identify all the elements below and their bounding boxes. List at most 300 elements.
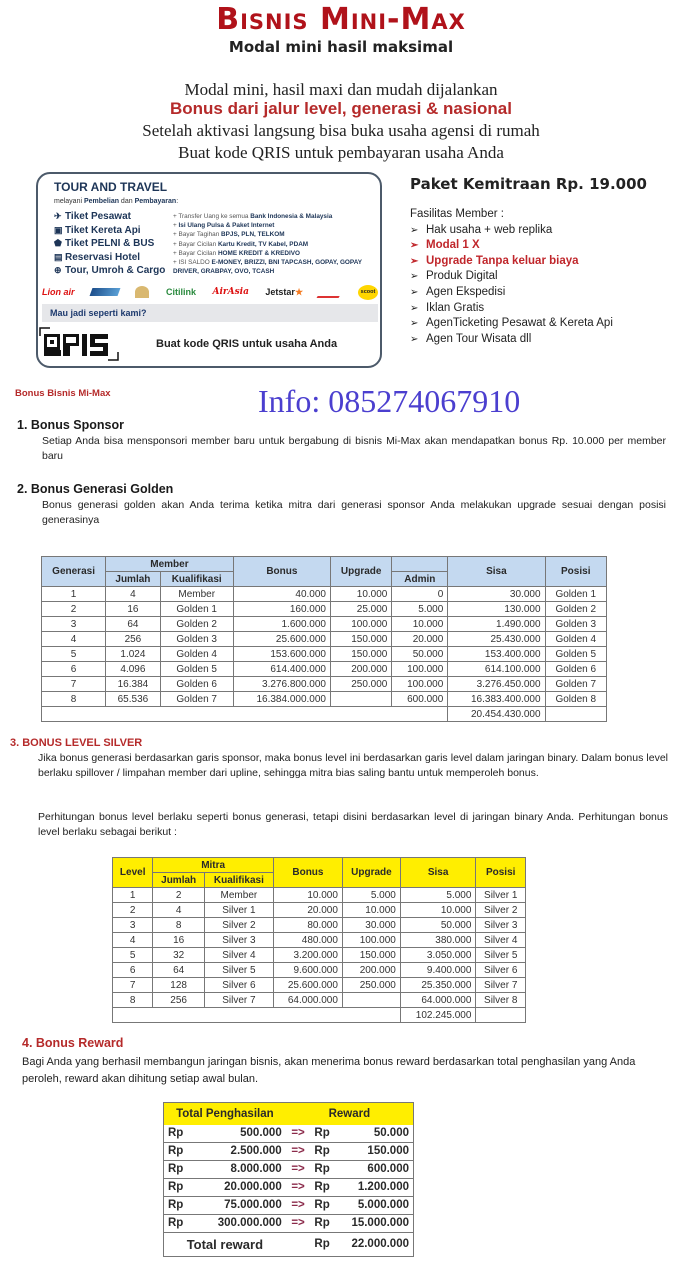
table-cell: 100.000: [342, 933, 400, 948]
table-cell: 65.536: [106, 692, 161, 707]
facility-label: Agen Ekspedisi: [426, 285, 506, 298]
facilities-label: Fasilitas Member :: [410, 208, 504, 220]
airline-logos: [42, 284, 378, 300]
service-prefix: + Bayar Tagihan: [173, 231, 222, 239]
table-cell: 25.430.000: [448, 632, 545, 647]
tour-service-label: Tiket PELNI & BUS: [65, 238, 155, 249]
intro-line-4: Buat kode QRIS untuk pembayaran usaha Anda: [178, 143, 504, 162]
table-cell: 6: [113, 963, 153, 978]
table-cell: Rp: [310, 1215, 337, 1233]
table-cell: [342, 993, 400, 1008]
th-kualifikasi: Kualifikasi: [160, 572, 233, 587]
table-cell: 3.276.450.000: [448, 677, 545, 692]
table-cell: Rp: [164, 1161, 194, 1179]
table-cell: Rp: [310, 1179, 337, 1197]
table-cell: Rp: [310, 1125, 337, 1143]
table-cell: Silver 7: [204, 993, 273, 1008]
intro-line-1: Modal mini, hasil maxi dan mudah dijalankan: [184, 80, 498, 99]
table-cell: 80.000: [273, 918, 342, 933]
th-mitra: Mitra: [153, 858, 273, 873]
arrow-bullet-icon: ➢: [410, 333, 419, 345]
tour-travel-card: [36, 172, 382, 368]
tour-service-item: [54, 264, 165, 278]
service-prefix: + ISI SALDO: [173, 259, 212, 267]
table-cell: 614.400.000: [233, 662, 330, 677]
th-blank: [392, 557, 448, 572]
th-sisa: Sisa: [400, 858, 476, 888]
table-cell: 50.000: [392, 647, 448, 662]
service-bold: BPJS, PLN, TELKOM: [221, 231, 285, 239]
level-text-1: Jika bonus generasi berdasarkan garis sponsor, maka bonus level ini berdasarkan garis level dalam jaringan binary. Dalam bonus level berlaku spillover / limpahan member dari upline, sehingga mitra bias saling bantu untuk memperoleh bonus.: [38, 752, 668, 779]
table-cell: Golden 4: [160, 647, 233, 662]
th-upgrade: Upgrade: [342, 858, 400, 888]
arrow-bullet-icon: ➢: [410, 302, 419, 314]
table-cell: 25.350.000: [400, 978, 476, 993]
table-cell: 16: [153, 933, 204, 948]
blank-cell: [545, 707, 606, 722]
th-posisi: Posisi: [545, 557, 606, 587]
table-cell: 1: [113, 888, 153, 903]
facility-label: Modal 1 X: [426, 239, 480, 252]
table-row: [42, 602, 607, 617]
table-cell: [330, 692, 391, 707]
intro-line-2: Bonus dari jalur level, generasi & nasional: [169, 99, 512, 118]
table-cell: =>: [286, 1143, 311, 1161]
th-bonus: Bonus: [273, 858, 342, 888]
table-cell: 5.000: [392, 602, 448, 617]
table-cell: Rp: [164, 1215, 194, 1233]
table-cell: 30.000: [448, 587, 545, 602]
th-reward: Reward: [286, 1103, 414, 1126]
table-cell: =>: [286, 1215, 311, 1233]
facility-item: [410, 238, 613, 254]
arrow-bullet-icon: ➢: [410, 271, 419, 283]
tour-subtitle: melayani Pembelian dan Pembayaran:: [54, 198, 179, 205]
page-subtitle: Modal mini hasil maksimal: [228, 38, 454, 56]
table-cell: Silver 6: [204, 978, 273, 993]
table-cell: Silver 4: [204, 948, 273, 963]
page-title: Bisnis Mini-Max: [216, 2, 466, 37]
table-row: [164, 1197, 414, 1215]
table-cell: 25.600.000: [233, 632, 330, 647]
hotel-icon: ▤: [54, 251, 63, 262]
th-jumlah: Jumlah: [106, 572, 161, 587]
th-upgrade: Upgrade: [330, 557, 391, 587]
table-cell: Golden 1: [160, 602, 233, 617]
level-table: [112, 857, 526, 1023]
table-cell: 250.000: [342, 978, 400, 993]
table-row: [113, 888, 526, 903]
facility-label: Produk Digital: [426, 270, 498, 283]
facility-label: Agen Tour Wisata dll: [426, 332, 532, 345]
arrow-bullet-icon: ➢: [410, 224, 419, 236]
train-icon: ▣: [54, 224, 63, 235]
table-cell: 64: [153, 963, 204, 978]
tour-title: TOUR AND TRAVEL: [54, 180, 168, 194]
table-cell: 1.200.000: [337, 1179, 413, 1197]
table-row: [113, 978, 526, 993]
batik-logo: [316, 286, 345, 298]
table-cell: Silver 3: [204, 933, 273, 948]
table-cell: 130.000: [448, 602, 545, 617]
table-cell: Silver 1: [204, 903, 273, 918]
table-cell: 16: [106, 602, 161, 617]
table-cell: Member: [160, 587, 233, 602]
table-cell: 16.383.400.000: [448, 692, 545, 707]
table-cell: =>: [286, 1179, 311, 1197]
table-cell: Rp: [310, 1197, 337, 1215]
facility-item: [410, 301, 613, 317]
table-cell: 256: [153, 993, 204, 1008]
table-cell: 150.000: [330, 632, 391, 647]
table-row: [113, 918, 526, 933]
table-cell: 40.000: [233, 587, 330, 602]
table-row: [113, 933, 526, 948]
table-cell: 4: [42, 632, 106, 647]
table-row: [42, 677, 607, 692]
citilink-logo: Citilink: [165, 287, 196, 297]
table-cell: 3.050.000: [400, 948, 476, 963]
table-cell: 153.400.000: [448, 647, 545, 662]
table-cell: 10.000: [400, 903, 476, 918]
table-cell: 64.000.000: [400, 993, 476, 1008]
table-cell: 16.384.000.000: [233, 692, 330, 707]
arrow-bullet-icon: ➢: [410, 240, 419, 252]
table-cell: 614.100.000: [448, 662, 545, 677]
table-cell: 15.000.000: [337, 1215, 413, 1233]
table-cell: 300.000.000: [194, 1215, 286, 1233]
table-cell: Silver 5: [476, 948, 526, 963]
table-cell: 0: [392, 587, 448, 602]
table-cell: 100.000: [392, 662, 448, 677]
table-cell: 200.000: [330, 662, 391, 677]
level-title: 3. BONUS LEVEL SILVER: [10, 737, 143, 749]
total-reward-currency: Rp: [314, 1238, 330, 1250]
facility-item: [410, 223, 613, 239]
table-cell: 50.000: [400, 918, 476, 933]
table-row: [164, 1179, 414, 1197]
table-cell: 10.000: [330, 587, 391, 602]
table-cell: 9.600.000: [273, 963, 342, 978]
table-cell: 4.096: [106, 662, 161, 677]
table-cell: Golden 4: [545, 632, 606, 647]
sriwijaya-logo: [135, 286, 149, 298]
table-row: [164, 1143, 414, 1161]
reward-table: [163, 1102, 414, 1257]
table-cell: 4: [113, 933, 153, 948]
table-cell: 8.000.000: [194, 1161, 286, 1179]
table-cell: Rp: [164, 1197, 194, 1215]
table-cell: 4: [153, 903, 204, 918]
tour-service-item: [54, 210, 165, 224]
table-cell: Golden 2: [545, 602, 606, 617]
total-sisa: 102.245.000: [400, 1008, 476, 1023]
table-cell: 200.000: [342, 963, 400, 978]
table-cell: Silver 2: [476, 903, 526, 918]
table-cell: Golden 3: [160, 632, 233, 647]
table-cell: 3: [113, 918, 153, 933]
tour-service-label: Reservasi Hotel: [65, 251, 141, 263]
table-row: [42, 647, 607, 662]
blank-cell: [42, 707, 448, 722]
table-row: [42, 587, 607, 602]
table-row: [113, 993, 526, 1008]
total-reward-label: Total reward: [186, 1237, 264, 1252]
th-kualifikasi: Kualifikasi: [204, 873, 273, 888]
sponsor-text: Setiap Anda bisa mensponsori member baru untuk bergabung di bisnis Mi-Max akan mendapatkan bonus Rp. 10.000 per member baru: [42, 435, 666, 462]
table-cell: 250.000: [330, 677, 391, 692]
table-row: [164, 1215, 414, 1233]
table-row: [42, 662, 607, 677]
th-posisi: Posisi: [476, 858, 526, 888]
table-cell: 100.000: [330, 617, 391, 632]
table-total-row: [42, 707, 607, 722]
facility-item: [410, 269, 613, 285]
th-bonus: Bonus: [233, 557, 330, 587]
table-cell: Silver 2: [204, 918, 273, 933]
table-row: [113, 948, 526, 963]
table-row: [164, 1161, 414, 1179]
airasia-logo: AirAsia: [212, 287, 249, 297]
table-cell: 128: [153, 978, 204, 993]
arrow-bullet-icon: ➢: [410, 255, 419, 267]
ship-icon: ⬟: [54, 238, 62, 248]
table-cell: 5.000: [400, 888, 476, 903]
table-row: [113, 963, 526, 978]
table-cell: 20.000: [392, 632, 448, 647]
generasi-text: Bonus generasi golden akan Anda terima ketika mitra dari generasi sponsor Anda melakukan upgrade sesuai dengan posisi generasinya: [42, 499, 666, 526]
payment-service-item: [173, 249, 378, 258]
table-cell: =>: [286, 1161, 311, 1179]
table-cell: Member: [204, 888, 273, 903]
table-row: [113, 903, 526, 918]
table-cell: 2: [113, 903, 153, 918]
blank-cell: [476, 1008, 526, 1023]
table-cell: 3.200.000: [273, 948, 342, 963]
table-cell: 500.000: [194, 1125, 286, 1143]
table-cell: 153.600.000: [233, 647, 330, 662]
table-cell: 100.000: [392, 677, 448, 692]
table-row: [42, 617, 607, 632]
facility-item: [410, 254, 613, 270]
jetstar-logo: Jetstar★: [265, 286, 304, 297]
arrow-bullet-icon: ➢: [410, 318, 419, 330]
table-cell: 8: [42, 692, 106, 707]
table-cell: 75.000.000: [194, 1197, 286, 1215]
table-cell: 1.024: [106, 647, 161, 662]
table-cell: Golden 5: [545, 647, 606, 662]
service-bold: Isi Ulang Pulsa & Paket Internet: [178, 222, 275, 230]
facilities-list: [410, 207, 613, 347]
table-cell: 2.500.000: [194, 1143, 286, 1161]
table-cell: 1.600.000: [233, 617, 330, 632]
service-bold: Bank Indonesia & Malaysia: [250, 213, 333, 220]
blank-cell: [113, 1008, 401, 1023]
table-cell: Golden 7: [545, 677, 606, 692]
tour-service-item: [54, 251, 165, 265]
service-bold: E-MONEY, BRIZZI, BNI TAPCASH, GOPAY, GOPAY DRIVER, GRABPAY, OVO, TCASH: [173, 259, 362, 276]
table-cell: 10.000: [392, 617, 448, 632]
payment-service-item: [173, 240, 378, 249]
table-cell: Golden 3: [545, 617, 606, 632]
table-cell: 20.000: [273, 903, 342, 918]
facility-label: Upgrade Tanpa keluar biaya: [426, 254, 579, 267]
table-cell: 4: [106, 587, 161, 602]
facility-item: [410, 316, 613, 332]
payment-service-item: [173, 221, 378, 230]
facility-item: [410, 285, 613, 301]
tour-service-label: Tiket Kereta Api: [65, 224, 141, 236]
service-prefix: + Bayar Cicilan: [173, 249, 218, 257]
payment-services-list: [173, 212, 378, 276]
table-cell: Silver 4: [476, 933, 526, 948]
paket-title: Paket Kemitraan Rp. 19.000: [410, 175, 647, 193]
table-cell: 5.000: [342, 888, 400, 903]
qris-logo: [38, 326, 120, 362]
table-row: [42, 632, 607, 647]
th-member: Member: [106, 557, 234, 572]
reward-title: 4. Bonus Reward: [22, 1036, 124, 1050]
table-cell: =>: [286, 1197, 311, 1215]
table-cell: 6: [42, 662, 106, 677]
table-cell: 10.000: [342, 903, 400, 918]
th-total-penghasilan: Total Penghasilan: [164, 1103, 286, 1126]
table-cell: Golden 6: [160, 677, 233, 692]
table-cell: Golden 2: [160, 617, 233, 632]
service-prefix: + Transfer Uang ke semua: [173, 213, 251, 220]
arrow-bullet-icon: ➢: [410, 286, 419, 298]
th-level: Level: [113, 858, 153, 888]
table-cell: 20.000.000: [194, 1179, 286, 1197]
table-cell: Silver 3: [476, 918, 526, 933]
info-phone: Info: 085274067910: [258, 383, 521, 419]
garuda-logo: [90, 288, 121, 296]
table-cell: Rp: [164, 1179, 194, 1197]
tour-service-item: [54, 237, 165, 251]
table-cell: =>: [286, 1125, 311, 1143]
intro-line-3: Setelah aktivasi langsung bisa buka usaha agensi di rumah: [142, 121, 540, 140]
facility-label: AgenTicketing Pesawat & Kereta Api: [426, 317, 613, 330]
table-cell: 5.000.000: [337, 1197, 413, 1215]
th-generasi: Generasi: [42, 557, 106, 587]
lion-air-logo: Lion air: [42, 287, 75, 297]
generasi-title: 2. Bonus Generasi Golden: [17, 482, 174, 496]
table-cell: 9.400.000: [400, 963, 476, 978]
table-row: [42, 692, 607, 707]
table-cell: Silver 1: [476, 888, 526, 903]
th-sisa: Sisa: [448, 557, 545, 587]
table-cell: 64.000.000: [273, 993, 342, 1008]
table-cell: 380.000: [400, 933, 476, 948]
table-cell: 2: [42, 602, 106, 617]
generasi-table: [41, 556, 607, 722]
bonus-section-title: Bonus Bisnis Mi-Max: [15, 388, 111, 399]
table-cell: 5: [42, 647, 106, 662]
tour-service-label: Tiket Pesawat: [65, 211, 131, 222]
airplane-icon: ✈: [54, 211, 62, 221]
facility-label: Hak usaha + web replika: [426, 223, 553, 236]
table-cell: 3.276.800.000: [233, 677, 330, 692]
table-cell: 1: [42, 587, 106, 602]
table-cell: 16.384: [106, 677, 161, 692]
table-cell: 480.000: [273, 933, 342, 948]
table-cell: 150.000: [330, 647, 391, 662]
th-admin: Admin: [392, 572, 448, 587]
facility-item: [410, 332, 613, 348]
facility-label: Iklan Gratis: [426, 301, 485, 314]
table-cell: Rp: [164, 1143, 194, 1161]
table-row: [164, 1125, 414, 1143]
table-cell: 25.600.000: [273, 978, 342, 993]
table-cell: Rp: [310, 1143, 337, 1161]
qris-caption: Buat kode QRIS untuk usaha Anda: [156, 338, 338, 350]
tour-services-list: [54, 210, 165, 278]
table-cell: 600.000: [392, 692, 448, 707]
total-reward-value: 22.000.000: [351, 1238, 409, 1250]
service-bold: HOME KREDIT & KREDIVO: [217, 249, 300, 257]
table-cell: Golden 6: [545, 662, 606, 677]
table-cell: Golden 1: [545, 587, 606, 602]
table-cell: 10.000: [273, 888, 342, 903]
table-cell: Golden 5: [160, 662, 233, 677]
table-cell: Golden 7: [160, 692, 233, 707]
table-cell: 25.000: [330, 602, 391, 617]
payment-service-item: [173, 230, 378, 239]
table-total-row: [113, 1008, 526, 1023]
blank-cell: [286, 1233, 311, 1257]
table-cell: 30.000: [342, 918, 400, 933]
table-cell: 600.000: [337, 1161, 413, 1179]
table-cell: Silver 8: [476, 993, 526, 1008]
tour-service-label: Tour, Umroh & Cargo: [65, 265, 166, 276]
service-prefix: +: [173, 222, 179, 230]
table-cell: Silver 6: [476, 963, 526, 978]
table-cell: 7: [113, 978, 153, 993]
table-cell: 8: [113, 993, 153, 1008]
table-cell: Silver 5: [204, 963, 273, 978]
table-cell: 7: [42, 677, 106, 692]
table-cell: 3: [42, 617, 106, 632]
table-cell: Rp: [310, 1161, 337, 1179]
table-cell: 160.000: [233, 602, 330, 617]
table-cell: 150.000: [342, 948, 400, 963]
table-cell: Rp: [164, 1125, 194, 1143]
scoot-logo: scoot: [358, 285, 378, 300]
table-cell: 8: [153, 918, 204, 933]
service-prefix: + Bayar Cicilan: [173, 240, 218, 248]
tour-service-item: [54, 224, 165, 238]
table-cell: 64: [106, 617, 161, 632]
service-bold: Kartu Kredit, TV Kabel, PDAM: [217, 240, 309, 248]
cta-bar: Mau jadi seperti kami?: [42, 304, 378, 322]
table-cell: 2: [153, 888, 204, 903]
table-cell: 256: [106, 632, 161, 647]
th-jumlah: Jumlah: [153, 873, 204, 888]
table-cell: 150.000: [337, 1143, 413, 1161]
table-cell: Silver 7: [476, 978, 526, 993]
table-cell: 32: [153, 948, 204, 963]
table-cell: 1.490.000: [448, 617, 545, 632]
payment-service-item: [173, 258, 378, 276]
reward-text: Bagi Anda yang berhasil membangun jaringan bisnis, akan menerima bonus reward berdasarkan total penghasilan yang Anda peroleh, reward akan dihitung setiap awal bulan.: [22, 1056, 636, 1085]
globe-icon: ⊕: [54, 265, 62, 275]
payment-service-item: [173, 212, 378, 221]
table-cell: Golden 8: [545, 692, 606, 707]
table-cell: 5: [113, 948, 153, 963]
level-text-2: Perhitungan bonus level berlaku seperti bonus generasi, tetapi disini berdasarkan level di jaringan binary Anda. Perhitungan bonus level berlaku sebagai berikut :: [38, 811, 668, 838]
sponsor-title: 1. Bonus Sponsor: [17, 418, 124, 432]
total-sisa: 20.454.430.000: [448, 707, 545, 722]
